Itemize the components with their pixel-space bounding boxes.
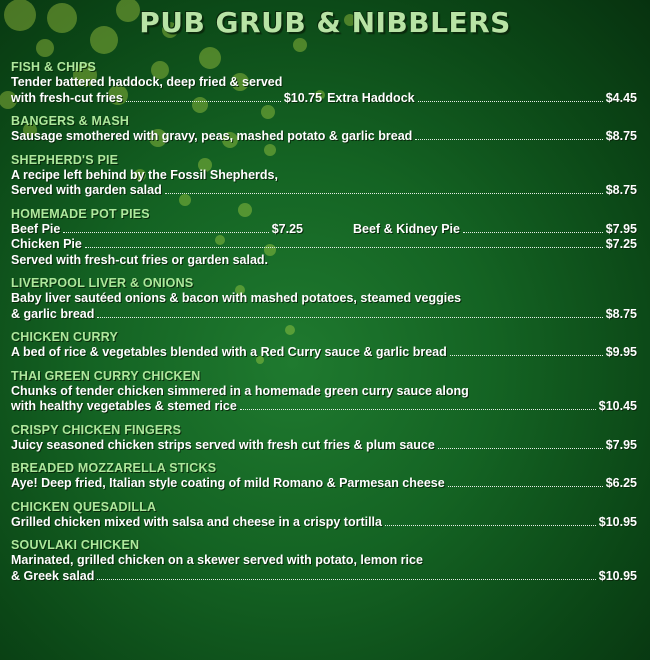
price-line bbox=[11, 129, 637, 145]
item-description: Sausage smothered with gravy, peas, mashed potato & garlic bread bbox=[11, 129, 413, 143]
item-name: CRISPY CHICKEN FINGERS bbox=[11, 422, 182, 437]
item-description: Chunks of tender chicken simmered in a homemade green curry sauce along bbox=[11, 383, 469, 398]
menu-item-shepherds-pie bbox=[11, 153, 637, 199]
price-line bbox=[11, 237, 637, 253]
price-line bbox=[11, 399, 637, 415]
item-description: Juicy seasoned chicken strips served with fresh cut fries & plum sauce bbox=[11, 437, 435, 452]
menu-item-chicken-curry bbox=[11, 330, 637, 361]
dot-leader bbox=[450, 346, 603, 356]
dot-leader bbox=[97, 308, 602, 318]
price-line bbox=[11, 345, 637, 361]
item-name: SOUVLAKI CHICKEN bbox=[11, 538, 140, 552]
dot-leader bbox=[165, 184, 603, 194]
dot-leader bbox=[415, 130, 602, 140]
item-name: LIVERPOOL LIVER & ONIONS bbox=[11, 276, 194, 290]
menu-item-liverpool-liver-and-onions bbox=[11, 276, 637, 322]
menu-list bbox=[11, 60, 637, 592]
item-price: $10.95 bbox=[598, 568, 637, 583]
dot-leader bbox=[63, 223, 268, 233]
item-description: & garlic bread bbox=[11, 306, 95, 321]
price-line bbox=[11, 569, 637, 585]
item-price: $8.75 bbox=[605, 306, 637, 321]
item-price: $10.75 bbox=[283, 90, 323, 105]
menu-item-bangers-and-mash bbox=[11, 114, 637, 145]
dot-leader bbox=[418, 92, 603, 102]
item-description: with healthy vegetables & stemed rice bbox=[11, 399, 237, 413]
menu-item-thai-green-curry-chicken bbox=[11, 369, 637, 415]
item-description: Aye! Deep fried, Italian style coating of mild Romano & Parmesan cheese bbox=[11, 476, 445, 490]
item-description: A recipe left behind by the Fossil Shepherds, bbox=[11, 167, 278, 182]
dot-leader bbox=[448, 477, 603, 487]
dot-leader bbox=[240, 400, 596, 410]
extra-price: $4.45 bbox=[605, 90, 637, 105]
item-name: CHICKEN QUESADILLA bbox=[11, 499, 157, 514]
item-price: $7.95 bbox=[605, 437, 637, 452]
item-description: A bed of rice & vegetables blended with a Red Curry sauce & garlic bread bbox=[11, 345, 447, 359]
item-name: FISH & CHIPS bbox=[11, 60, 97, 74]
item-description: & Greek salad bbox=[11, 568, 95, 583]
extra-label: Extra Haddock bbox=[327, 90, 415, 105]
dot-leader bbox=[385, 516, 596, 526]
menu-item-homemade-pot-pies bbox=[11, 207, 637, 269]
item-name: THAI GREEN CURRY CHICKEN bbox=[11, 368, 201, 383]
item-description: Marinated, grilled chicken on a skewer served with potato, lemon rice bbox=[11, 553, 423, 567]
price-line bbox=[11, 91, 637, 107]
price-line bbox=[11, 438, 637, 454]
price-line bbox=[11, 307, 637, 323]
menu-title: PUB GRUB & NIBBLERS bbox=[139, 6, 511, 39]
menu-item-crispy-chicken-fingers bbox=[11, 423, 637, 454]
dot-leader bbox=[97, 570, 595, 580]
item-price: $6.25 bbox=[605, 476, 637, 490]
item-name: CHICKEN CURRY bbox=[11, 330, 119, 344]
item-description: Grilled chicken mixed with salsa and cheese in a crispy tortilla bbox=[11, 514, 382, 529]
item-note: Served with fresh-cut fries or garden salad. bbox=[11, 252, 269, 267]
beef-pie-price: $7.25 bbox=[271, 221, 303, 236]
item-price: $10.95 bbox=[598, 514, 637, 529]
beef-pie-label: Beef Pie bbox=[11, 221, 61, 236]
item-description: Served with garden salad bbox=[11, 183, 162, 197]
dot-leader bbox=[85, 238, 603, 248]
item-name: BREADED MOZZARELLA STICKS bbox=[11, 461, 217, 475]
chicken-pie-label: Chicken Pie bbox=[11, 237, 82, 251]
price-line bbox=[11, 222, 637, 238]
beef-kidney-pie-label: Beef & Kidney Pie bbox=[353, 221, 460, 236]
price-line bbox=[11, 476, 637, 492]
item-price: $8.75 bbox=[605, 183, 637, 197]
item-description: with fresh-cut fries bbox=[11, 90, 123, 105]
item-price: $8.75 bbox=[605, 129, 637, 143]
item-name: HOMEMADE POT PIES bbox=[11, 206, 150, 221]
menu-item-breaded-mozzarella-sticks bbox=[11, 461, 637, 492]
item-description: Baby liver sautéed onions & bacon with mashed potatoes, steamed veggies bbox=[11, 291, 462, 305]
beef-kidney-pie-price: $7.95 bbox=[605, 221, 637, 236]
item-price: $10.45 bbox=[598, 399, 637, 413]
dot-leader bbox=[126, 92, 281, 102]
menu-item-souvlaki-chicken bbox=[11, 538, 637, 584]
dot-leader bbox=[463, 223, 603, 233]
item-name: BANGERS & MASH bbox=[11, 114, 130, 128]
item-price: $9.95 bbox=[605, 345, 637, 359]
item-name: SHEPHERD'S PIE bbox=[11, 152, 119, 167]
menu-item-chicken-quesadilla bbox=[11, 500, 637, 531]
chicken-pie-price: $7.25 bbox=[605, 237, 637, 251]
price-line bbox=[11, 183, 637, 199]
item-description: Tender battered haddock, deep fried & served bbox=[11, 75, 283, 89]
menu-item-fish-and-chips bbox=[11, 60, 637, 106]
price-line bbox=[11, 515, 637, 531]
dot-leader bbox=[438, 439, 603, 449]
